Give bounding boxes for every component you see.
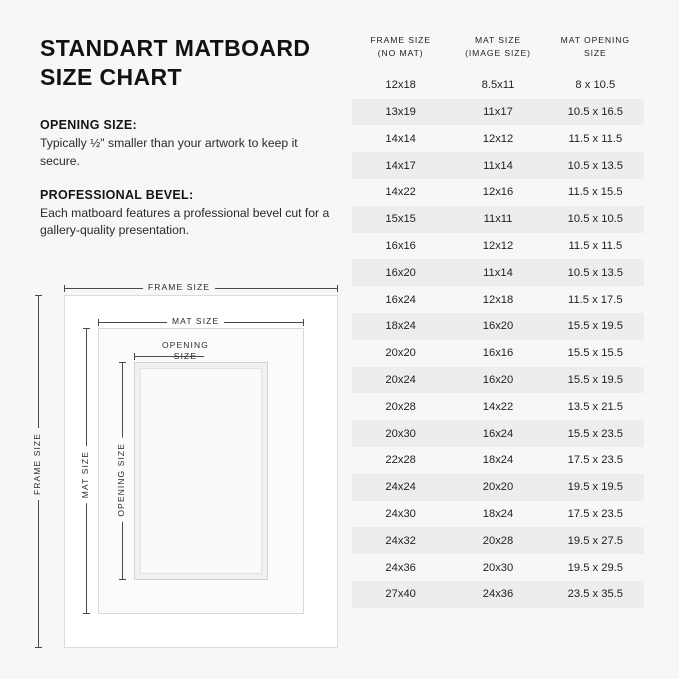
section-body: Each matboard features a professional bevel cut for a gallery-quality presentation. — [40, 206, 330, 238]
opening-size-left-label: OPENING SIZE — [116, 438, 126, 522]
measure-tick — [83, 328, 90, 329]
table-row — [352, 527, 644, 554]
measure-tick — [98, 319, 99, 326]
cell-frame-size: 14x14 — [385, 132, 416, 145]
table-row — [352, 99, 644, 126]
opening-size-label — [162, 340, 209, 363]
table-row — [352, 581, 644, 608]
info-section-professional-bevel — [40, 188, 340, 240]
cell-mat-size: 12x12 — [482, 132, 514, 145]
column-header-line2: SIZE — [583, 47, 607, 58]
section-heading: PROFESSIONAL BEVEL: — [40, 188, 194, 203]
column-header-line1: FRAME SIZE — [370, 35, 431, 45]
intro-column — [40, 34, 340, 258]
cell-mat-opening-size: 15.5 x 19.5 — [567, 320, 623, 333]
cell-mat-opening-size: 11.5 x 17.5 — [568, 293, 623, 306]
section-body: Typically ½" smaller than your artwork to keep it secure. — [40, 136, 298, 168]
cell-frame-size: 20x24 — [385, 373, 416, 386]
table-row — [352, 125, 644, 152]
cell-mat-size: 16x20 — [482, 320, 514, 333]
frame-diagram — [28, 278, 338, 650]
table-row — [352, 206, 644, 233]
cell-frame-size: 14x22 — [385, 186, 416, 199]
cell-mat-size: 18x24 — [482, 454, 514, 467]
cell-frame-size: 24x32 — [385, 534, 416, 547]
column-header-mat-opening-size — [547, 34, 644, 60]
measure-tick — [83, 613, 90, 614]
cell-mat-size: 8.5x11 — [481, 79, 515, 92]
table-row — [352, 420, 644, 447]
cell-mat-opening-size: 15.5 x 23.5 — [567, 427, 623, 440]
cell-mat-opening-size: 11.5 x 11.5 — [568, 132, 623, 145]
table-row — [352, 233, 644, 260]
measure-tick — [337, 285, 338, 292]
cell-mat-opening-size: 8 x 10.5 — [575, 79, 616, 92]
table-row — [352, 554, 644, 581]
measure-tick — [134, 353, 135, 360]
column-header-frame-size — [352, 34, 449, 60]
cell-mat-opening-size: 11.5 x 15.5 — [568, 186, 623, 199]
cell-frame-size: 24x36 — [385, 561, 416, 574]
info-section-opening-size — [40, 118, 340, 170]
cell-frame-size: 20x20 — [385, 347, 416, 360]
column-header-line2: (IMAGE SIZE) — [465, 47, 531, 58]
cell-mat-size: 16x24 — [482, 427, 514, 440]
measure-tick — [119, 579, 126, 580]
cell-frame-size: 16x16 — [385, 239, 416, 252]
measure-tick — [64, 285, 65, 292]
size-chart-table — [352, 34, 644, 608]
table-row — [352, 313, 644, 340]
cell-frame-size: 20x28 — [385, 400, 416, 413]
cell-frame-size: 22x28 — [385, 454, 416, 467]
cell-mat-size: 14x22 — [482, 400, 514, 413]
opening-size-label-line2: SIZE — [173, 351, 198, 362]
frame-size-left-label: FRAME SIZE — [32, 428, 42, 500]
cell-frame-size: 24x30 — [385, 507, 416, 520]
measure-tick — [119, 362, 126, 363]
cell-frame-size: 16x20 — [385, 266, 416, 279]
cell-mat-opening-size: 19.5 x 19.5 — [567, 481, 623, 494]
cell-mat-size: 16x20 — [482, 373, 514, 386]
cell-frame-size: 13x19 — [385, 105, 416, 118]
table-row — [352, 259, 644, 286]
cell-frame-size: 15x15 — [385, 213, 416, 226]
cell-frame-size: 16x24 — [385, 293, 416, 306]
cell-mat-opening-size: 10.5 x 13.5 — [567, 159, 623, 172]
cell-mat-size: 12x18 — [482, 293, 514, 306]
cell-mat-opening-size: 11.5 x 11.5 — [568, 239, 623, 252]
cell-mat-size: 11x17 — [483, 105, 513, 118]
cell-frame-size: 14x17 — [385, 159, 416, 172]
frame-size-top-label: FRAME SIZE — [143, 282, 215, 292]
table-row — [352, 340, 644, 367]
table-row — [352, 447, 644, 474]
cell-frame-size: 24x24 — [385, 481, 416, 494]
cell-mat-size: 11x14 — [483, 266, 513, 279]
cell-mat-size: 20x30 — [482, 561, 514, 574]
cell-frame-size: 12x18 — [385, 79, 416, 92]
table-row — [352, 393, 644, 420]
cell-mat-opening-size: 15.5 x 15.5 — [567, 347, 623, 360]
cell-frame-size: 18x24 — [385, 320, 416, 333]
table-row — [352, 152, 644, 179]
opening-inner-rectangle — [140, 368, 262, 574]
cell-mat-opening-size: 15.5 x 19.5 — [567, 373, 623, 386]
cell-mat-opening-size: 17.5 x 23.5 — [567, 507, 623, 520]
cell-mat-opening-size: 13.5 x 21.5 — [567, 400, 623, 413]
column-header-mat-size — [449, 34, 546, 60]
table-row — [352, 179, 644, 206]
cell-frame-size: 20x30 — [385, 427, 416, 440]
cell-mat-size: 11x14 — [483, 159, 513, 172]
table-row — [352, 501, 644, 528]
cell-mat-opening-size: 17.5 x 23.5 — [567, 454, 623, 467]
cell-mat-opening-size: 19.5 x 29.5 — [567, 561, 623, 574]
table-body — [352, 72, 644, 608]
cell-mat-opening-size: 10.5 x 16.5 — [567, 105, 623, 118]
measure-tick — [35, 295, 42, 296]
cell-mat-opening-size: 10.5 x 10.5 — [567, 213, 623, 226]
cell-mat-opening-size: 19.5 x 27.5 — [567, 534, 623, 547]
mat-size-top-label: MAT SIZE — [167, 316, 224, 326]
cell-mat-size: 18x24 — [482, 507, 514, 520]
cell-mat-size: 20x20 — [482, 481, 514, 494]
column-header-line2: (NO MAT) — [377, 47, 424, 58]
measure-tick — [303, 319, 304, 326]
table-row — [352, 474, 644, 501]
cell-mat-size: 24x36 — [482, 588, 514, 601]
cell-mat-size: 20x28 — [482, 534, 514, 547]
opening-size-label-line1: OPENING — [162, 340, 209, 350]
column-header-line1: MAT OPENING — [560, 35, 630, 45]
cell-mat-opening-size: 10.5 x 13.5 — [567, 266, 623, 279]
measure-tick — [35, 647, 42, 648]
column-header-line1: MAT SIZE — [474, 35, 522, 45]
cell-mat-size: 12x12 — [482, 239, 514, 252]
cell-mat-size: 12x16 — [482, 186, 514, 199]
cell-mat-opening-size: 23.5 x 35.5 — [567, 588, 623, 601]
mat-size-left-label: MAT SIZE — [80, 446, 90, 503]
cell-frame-size: 27x40 — [385, 588, 416, 601]
table-header-row — [352, 34, 644, 72]
page-title: STANDART MATBOARD SIZE CHART — [40, 35, 311, 91]
table-row — [352, 367, 644, 394]
cell-mat-size: 11x11 — [483, 213, 513, 226]
cell-mat-size: 16x16 — [482, 347, 514, 360]
table-row — [352, 72, 644, 99]
table-row — [352, 286, 644, 313]
section-heading: OPENING SIZE: — [40, 118, 137, 133]
